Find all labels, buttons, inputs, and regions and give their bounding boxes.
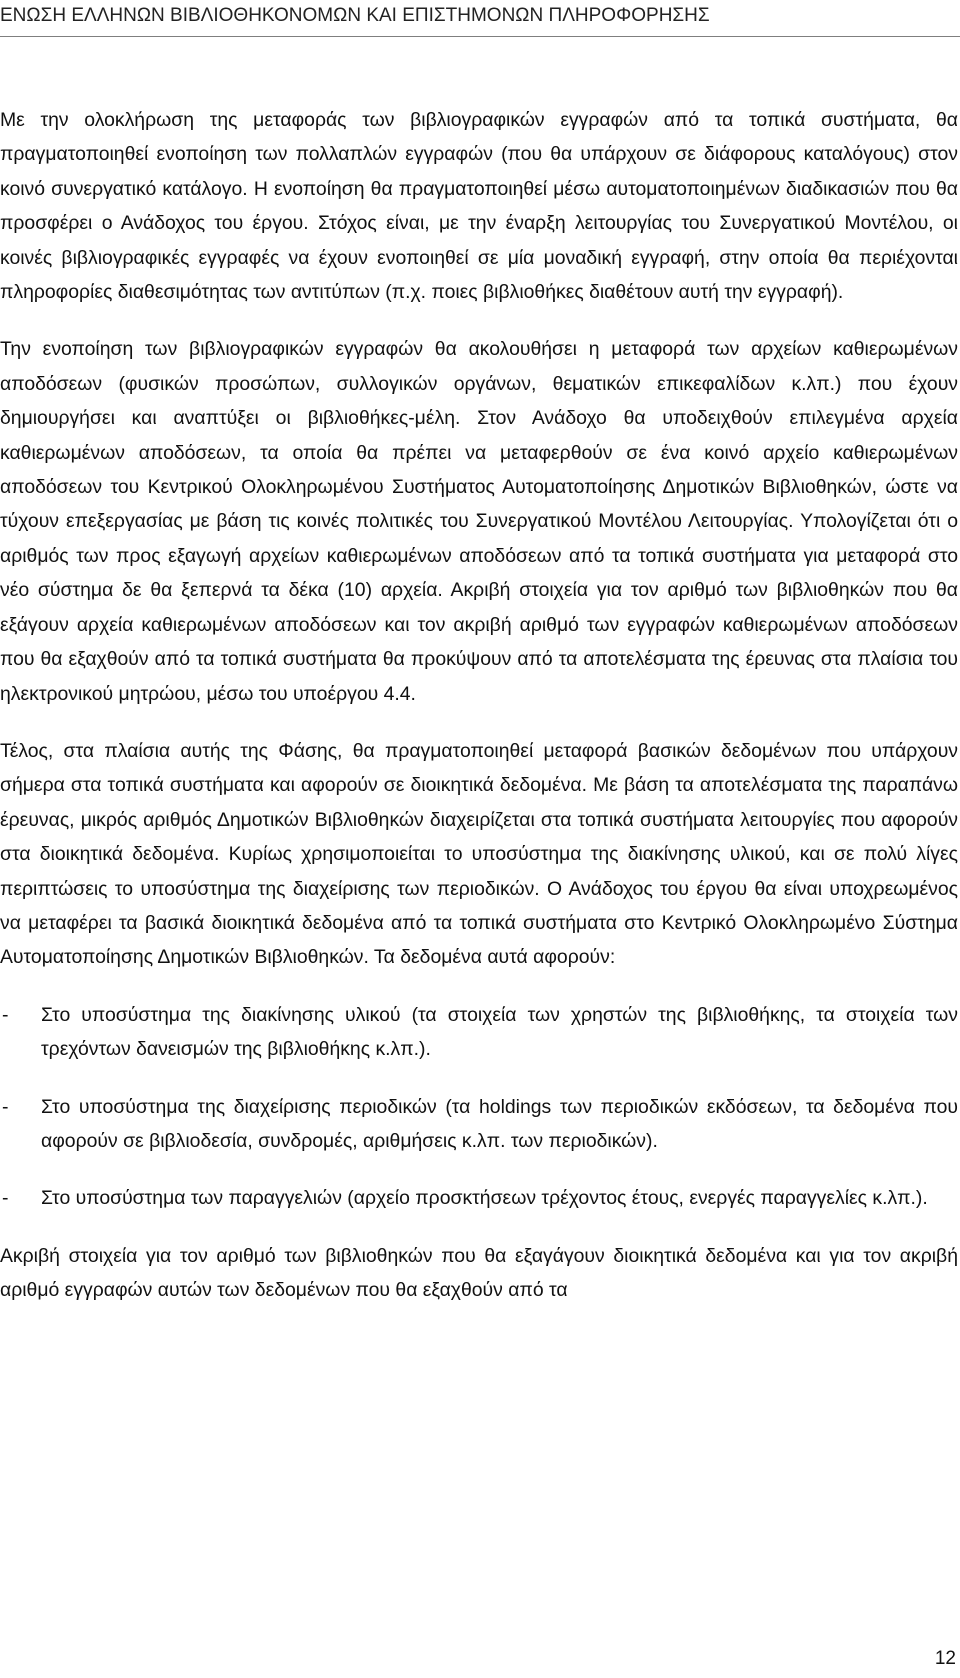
paragraph-authority-files: Την ενοποίηση των βιβλιογραφικών εγγραφών θα ακολουθήσει η μεταφορά των αρχείων καθιερωμένων αποδόσεων (φυσικών προσώπων, συλλογικών οργάνων, θεματικών επικεφαλίδων κ.λπ.) που έχουν δημιουργήσει και αναπτύξει οι βιβλιοθήκες-μέλη. Στον Ανάδοχο θα υποδειχθούν επιλεγμένα αρχεία καθιερωμένων αποδόσεων, τα οποία θα πρέπει να μεταφερθούν σε ένα κοινό αρχείο καθιερωμένων αποδόσεων του Κεντρικού Ολοκληρωμένου Συστήματος Αυτοματοποίησης Δημοτικών Βιβλιοθηκών, ώστε να τύχουν επεξεργασίας με βάση τις κοινές πολιτικές του Συνεργατικού Μοντέλου Λειτουργίας. Υπολογίζεται ότι ο αριθμός των προς εξαγωγή αρχείων καθιερωμένων αποδόσεων από τα τοπικά συστήματα για μεταφορά στο νέο σύστημα δε θα ξεπερνά τα δέκα (10) αρχεία. Ακριβή στοιχεία για τον αριθμό των βιβλιοθηκών που θα εξάγουν αρχεία καθιερωμένων αποδόσεων και τον ακριβή αριθμό των εγγραφών καθιερωμένων αποδόσεων που θα εξαχθούν από τα τοπικά συστήματα θα προκύψουν από τα αποτελέσματα της έρευνας στα πλαίσια του ηλεκτρονικού μητρώου, μέσω του υποέργου 4.4. [0, 338, 958, 705]
document-body [0, 103, 958, 1308]
paragraph-closing: Ακριβή στοιχεία για τον αριθμό των βιβλιοθηκών που θα εξαγάγουν διοικητικά δεδομένα και για τον ακριβή αριθμό εγγραφών αυτών των δεδομένων που θα εξαχθούν από τα [0, 1244, 958, 1302]
dash-bullet-icon: - [2, 1187, 9, 1210]
list-item-text: Στο υποσύστημα της διακίνησης υλικού (τα στοιχεία των χρηστών της βιβλιοθήκης, τα στοιχεία των τρεχόντων δανεισμών της βιβλιοθήκης κ.λπ.). [41, 1003, 958, 1061]
paragraph-administrative-data: Τέλος, στα πλαίσια αυτής της Φάσης, θα πραγματοποιηθεί μεταφορά βασικών δεδομένων που υπάρχουν σήμερα στα τοπικά συστήματα και αφορούν σε διοικητικά δεδομένα. Με βάση τα αποτελέσματα της παραπάνω έρευνας, μικρός αριθμός Δημοτικών Βιβλιοθηκών διαχειρίζεται στα τοπικά συστήματα λειτουργίες που αφορούν στα διοικητικά δεδομένα. Κυρίως χρησιμοποιείται το υποσύστημα της διακίνησης υλικού, και σε πολύ λίγες περιπτώσεις το υποσύστημα της διαχείρισης των περιοδικών. Ο Ανάδοχος του έργου θα είναι υποχρεωμένος να μεταφέρει τα βασικά διοικητικά δεδομένα από τα τοπικά συστήματα στο Κεντρικό Ολοκληρωμένο Σύστημα Αυτοματοποίησης Δημοτικών Βιβλιοθηκών. Τα δεδομένα αυτά αφορούν: [0, 739, 958, 969]
page-number: 12 [934, 1648, 956, 1669]
list-item-serials [0, 1090, 958, 1159]
dash-bullet-icon: - [2, 1003, 9, 1026]
list-item-text: Στο υποσύστημα της διαχείρισης περιοδικών (τα holdings των περιοδικών εκδόσεων, τα δεδομένα που αφορούν σε βιβλιοδεσία, συνδρομές, αριθμήσεις κ.λπ. των περιοδικών). [41, 1095, 958, 1152]
administrative-data-list [0, 998, 958, 1216]
page-header [0, 2, 960, 37]
header-title: ΕΝΩΣΗ ΕΛΛΗΝΩΝ ΒΙΒΛΙΟΘΗΚΟΝΟΜΩΝ ΚΑΙ ΕΠΙΣΤΗΜΟΝΩΝ ΠΛΗΡΟΦΟΡΗΣΗΣ [0, 5, 710, 26]
list-item-text: Στο υποσύστημα των παραγγελιών (αρχείο προσκτήσεων τρέχοντος έτους, ενεργές παραγγελίες κ.λπ.). [41, 1187, 928, 1210]
list-item-circulation [0, 998, 958, 1067]
list-item-acquisitions [0, 1181, 958, 1215]
paragraph-merge-records: Με την ολοκλήρωση της μεταφοράς των βιβλιογραφικών εγγραφών από τα τοπικά συστήματα, θα πραγματοποιηθεί ενοποίηση των πολλαπλών εγγραφών (που θα υπάρχουν σε διάφορους καταλόγους) στον κοινό συνεργατικό κατάλογο. Η ενοποίηση θα πραγματοποιηθεί μέσω αυτοματοποιημένων διαδικασιών που θα προσφέρει ο Ανάδοχος του έργου. Στόχος είναι, με την έναρξη λειτουργίας του Συνεργατικού Μοντέλου, οι κοινές βιβλιογραφικές εγγραφές να έχουν ενοποιηθεί σε μία μοναδική εγγραφή, στην οποία θα περιέχονται πληροφορίες διαθεσιμότητας των αντιτύπων (π.χ. ποιες βιβλιοθήκες διαθέτουν αυτή την εγγραφή). [0, 109, 958, 304]
dash-bullet-icon: - [2, 1095, 9, 1118]
